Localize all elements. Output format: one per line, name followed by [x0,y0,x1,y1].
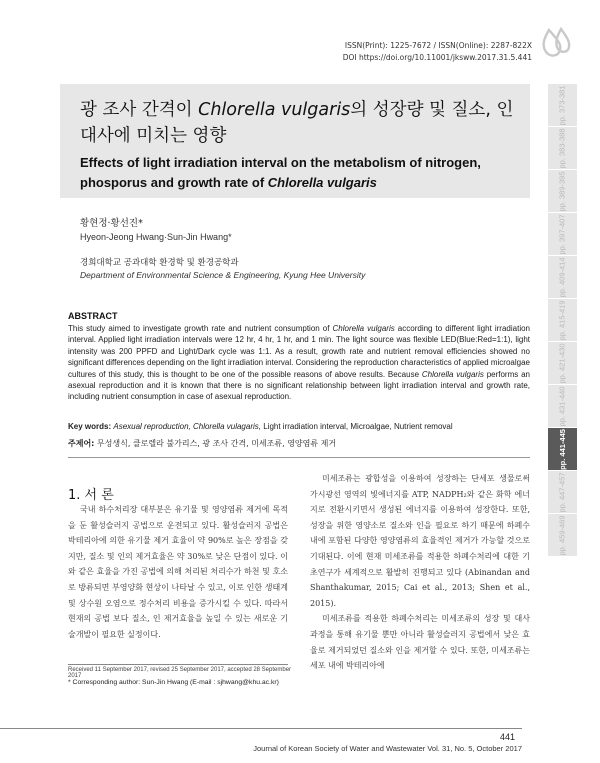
footnote-divider [68,664,288,665]
header-citation [322,40,532,64]
korean-title-species: Chlorella vulgaris [198,100,351,120]
abstract-body [68,323,530,403]
affiliation-english: Department of Environmental Science & Engineering, Kyung Hee University [80,270,366,280]
korean-keywords-text: 무성생식, 클로렐라 불가리스, 광 조사 간격, 미세조류, 영양염류 제거 [94,439,337,448]
corresponding-author: * Corresponding author: Sun-Jin Hwang (E-mail : sjhwang@khu.ac.kr) [68,679,279,686]
journal-citation: Journal of Korean Society of Water and Wastewater Vol. 31, No. 5, October 2017 [253,744,522,753]
english-title-main: Effects of light irradiation interval on the metabolism of nitrogen, phosporus and growth rate of [80,155,481,190]
keywords-rest: Light irradiation interval, Microalgae, Nutrient removal [261,422,453,431]
authors-english: Hyeon-Jeong Hwang·Sun-Jin Hwang* [80,232,232,242]
page-tab-label: pp. 441-445 [558,428,568,470]
english-title [80,153,525,193]
body-paragraph: 국내 하수처리장 대부분은 유기물 및 영양염류 제거에 목적을 둔 활성슬러지 공법으로 운전되고 있다. 활성슬러지 공법은 박테리아에 의한 유기물 제거 효율이 약 90%로 높은 장점을 갖지만, 질소 및 인의 제거효율은 약 30%로 낮은 단점이 있다. 이와 같은 효율을 가진 공법에 의해 처리된 처리수가 하천 및 호소로 방류되면 부영양화 현상이 나타날 수 있고, 이로 인한 생태계 및 상수원 오염으로 정수처리 비용을 증가시킬 수 있다. 따라서 현재의 공법 보다 질소, 인 제거효율을 높일 수 있는 새로운 기술개발이 필요한 실정이다. [68,505,288,639]
page-tab-label: pp. 459-469 [558,514,568,556]
keywords [68,421,530,432]
page-tab[interactable] [548,428,577,471]
body-column-right [310,471,530,674]
korean-keywords-label: 주제어: [68,439,95,448]
page-tab[interactable] [548,299,577,342]
water-drop-logo-icon [541,26,571,60]
page-tab[interactable] [548,127,577,170]
page-tab[interactable] [548,471,577,514]
keywords-italic: Asexual reproduction, Chlorella vulagaris, [113,422,261,431]
affiliation-korean: 경희대학교 공과대학 환경학 및 환경공학과 [80,258,239,268]
korean-keywords [68,438,530,449]
body-paragraph-text: 미세조류를 적용한 하폐수처리는 미세조류의 성장 및 대사과정을 통해 유기물 뿐만 아니라 활성슬러지 공법에서 낮은 효율로 제거되었던 질소와 인을 제거할 수 있다. 또한, 미세조류는 세포 내에 박테리아에 [310,614,530,671]
section-heading: 1. 서 론 [68,488,114,503]
abstract-species-2: Chlorella vulgaris [421,369,484,379]
authors-korean: 황현정·황선진* [80,218,143,229]
received-dates: Received 11 September 2017, revised 25 September 2017, accepted 28 September 2017 [68,667,292,679]
page-tab-label: pp. 397-407 [558,213,568,255]
page-tab[interactable] [548,213,577,256]
page-tab-label: pp. 415-419 [558,299,568,341]
divider [68,457,530,458]
page-tab-label: pp. 431-440 [558,385,568,427]
body-paragraph [310,611,530,673]
page-tab[interactable] [548,256,577,299]
body-paragraph [310,471,530,611]
page-tab[interactable] [548,514,577,557]
abstract-species-1: Chlorella vulgaris [332,324,395,333]
page-number: 441 [500,732,516,742]
page-tab[interactable] [548,170,577,213]
page-tab-label: pp. 421-430 [558,342,568,384]
korean-title-prefix: 광 조사 간격이 [80,100,199,120]
keywords-label: Key words: [68,422,112,431]
page-tab-label: pp. 409-414 [558,256,568,298]
page-tab[interactable] [548,385,577,428]
korean-title [80,97,525,149]
page-tab[interactable] [548,342,577,385]
page-tab[interactable] [548,84,577,127]
page-tab-label: pp. 447-457 [558,471,568,513]
english-title-species: Chlorella vulgaris [267,175,377,190]
body-paragraph-text: 미세조류는 광합성을 이용하여 성장하는 단세포 생물로써 가시광선 영역의 빛에너지를 ATP, NADPH₂와 같은 화학 에너지로 전환시키면서 생성된 에너지를 이용하여 성장한다. 또한, 성장을 위한 영양소로 질소와 인을 필요로 하기 때문에 하폐수 내에 포함된 다양한 영양염류의 효율적인 제거가 가능할 것으로 기대된다. 이에 현재 미세조류를 적용한 하폐수처리에 대한 기초연구가 세계적으로 활발히 진행되고 있다 (Abinandan and Shanthakumar, 2015; Cai et al., 2013; Shen et al., 2015). [310,474,530,608]
abstract-heading: ABSTRACT [68,311,118,321]
issn-line: ISSN(Print): 1225-7672 / ISSN(Online): 2287-822X [344,41,532,50]
doi-link[interactable]: DOI https://doi.org/10.11001/jksww.2017.31.5.441 [342,53,532,62]
abstract-part-3: performs an asexual reproduction and it is known that there is no significant relationship between light irradiation interval and growth rate, including nutrient consumption in case of asexual reproduction. [68,369,531,402]
footer-divider [0,728,522,729]
page-tab-label: pp. 389-395 [558,170,568,212]
page-tab-label: pp. 373-381 [558,84,568,126]
abstract-part-1: This study aimed to investigate growth rate and nutrient consumption of [68,324,333,333]
body-column-left [68,502,288,642]
page-tab-label: pp. 383-388 [558,127,568,169]
korean-title-suffix: 의 성장량 및 질소, 인 대사에 미치는 영향 [80,100,514,146]
abstract-part-2: according to different light irradiation interval. Applied light irradiation intervals were 12 hr, 4 hr, 1 hr, and 1 min. The light source was flexible LED(Blue:Red=1:1), light intensity was 200 PPFD and Light/Dark cycle was 1:1. As a result, growth rate and nutrient removal efficiencies showed no significant differences depending on the light irradiation interval. Considering the reproduction characteristics of applied microalgae cultures of this study, this is thought to be one of the possible reasons of above results. Because [68,324,530,379]
